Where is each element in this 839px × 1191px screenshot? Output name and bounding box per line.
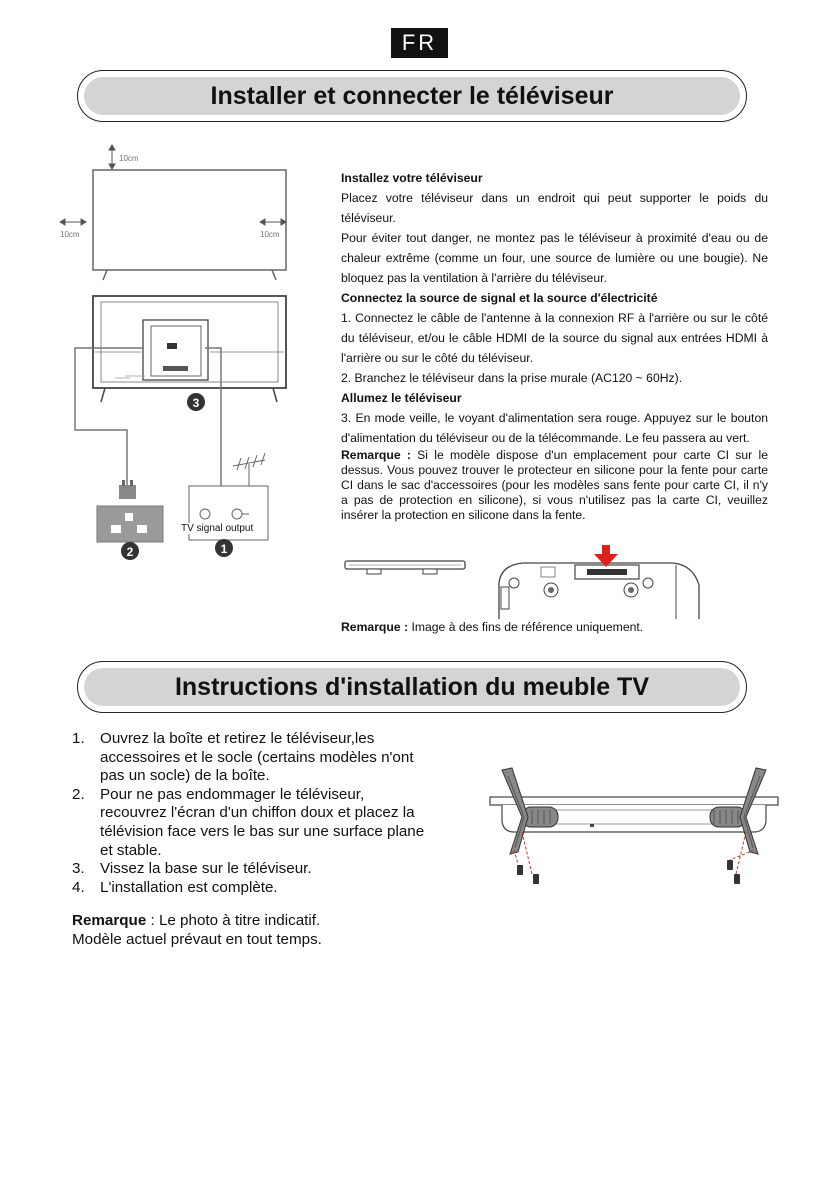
remark-text: Si le modèle dispose d'un emplacement pour carte CI sur le dessus. Vous pouvez trouver le protecteur en silicone pour la fente pour carte CI dans le sac d'accessoires (pour les modèles sans fente pour carte CI, il n'y a pas de protection en silicone), si vous n'utilisez pas la carte CI, veuillez insérer la protection en silicone dans la fente. [341,448,768,522]
antenna-icon [233,453,265,490]
section-title-install: Installer et connecter le téléviseur [84,77,740,115]
tv-connection-diagram [55,140,305,570]
step-text: L'installation est complète. [100,878,278,896]
install-instructions [341,168,768,523]
power-heading: Allumez le téléviseur [341,391,462,405]
step-number: 4. [72,878,85,896]
silicone-protector-drawing [345,561,465,574]
stand-note-text: : Le photo à titre indicatif. [146,912,321,929]
tv-signal-output-label: TV signal output [181,523,254,534]
stand-steps-list [72,730,432,897]
connect-paragraph-2: 2. Branchez le téléviseur dans la prise murale (AC120 ~ 60Hz). [341,371,683,385]
stand-installation-diagram [484,762,784,897]
stand-note-label: Remarque [72,912,147,929]
connect-heading: Connectez la source de signal et la source d'électricité [341,291,658,305]
step-item [72,786,432,860]
ci-slot-diagram [341,545,701,620]
step-text: Ouvrez la boîte et retirez le téléviseur,les accessoires et le socle (certains modèles n'ont pas un socle) de la boîte. [100,730,414,785]
stand-note [72,911,322,949]
step-item [72,879,432,898]
power-paragraph: 3. En mode veille, le voyant d'alimentation sera rouge. Appuyez sur le bouton d'alimentation du téléviseur ou de la télécommande. Le feu passera au vert. [341,411,768,445]
step-item [72,860,432,879]
screw-icons [517,860,740,884]
wall-socket-icon [97,506,163,542]
clearance-top-arrow [109,145,115,169]
language-badge: FR [391,28,448,58]
step-number: 1. [72,730,85,747]
install-paragraph-1: Placez votre téléviseur dans un endroit qui peut supporter le poids du téléviseur. [341,191,768,225]
section-title-stand: Instructions d'installation du meuble TV [84,668,740,706]
marker-2-label: 2 [126,545,134,559]
step-text: Vissez la base sur le téléviseur. [100,860,312,878]
image-remark-text: Image à des fins de référence uniquement. [408,620,644,634]
stand-note-line-2: Modèle actuel prévaut en tout temps. [72,931,322,948]
screw-guide-lines [514,832,754,874]
install-paragraph-2: Pour éviter tout danger, ne montez pas le téléviseur à proximité d'eau ou de chaleur extrême (comme un four, une source de lumière ou une bougie). Ne bloquez pas la ventilation à l'arrière du téléviseur. [341,231,768,285]
clearance-top-label: 10cm [119,154,139,163]
connect-paragraph-1: 1. Connectez le câble de l'antenne à la connexion RF à l'arrière ou sur le côté du téléviseur, et/ou le câble HDMI de la source du signal aux entrées HDMI à l'arrière ou sur le côté du téléviseur. [341,311,768,365]
step-item [72,730,432,786]
image-reference-remark [341,620,643,634]
install-heading: Installez votre téléviseur [341,171,483,185]
step-number: 2. [72,785,85,803]
clearance-right-label: 10cm [260,230,280,239]
clearance-left-label: 10cm [60,230,80,239]
tv-face-down-drawing [490,797,778,832]
section-header-install [77,70,747,122]
tv-back [93,296,286,402]
remark-paragraph [341,448,768,523]
step-number: 3. [72,860,85,878]
marker-1-label: 1 [220,542,228,556]
clearance-left-arrow [60,219,86,225]
stand-note-line-1 [72,911,322,930]
remark-label: Remarque : [341,448,411,462]
tv-front-foot-left [103,270,107,280]
marker-3-label: 3 [192,396,200,410]
image-remark-label: Remarque : [341,620,409,634]
section-header-stand [77,661,747,713]
step-text: Pour ne pas endommager le téléviseur, recouvrez l'écran d'un chiffon doux et placez la télévision face vers le bas sur une surface plane et stable. [100,785,425,859]
tv-front [93,170,286,270]
tv-front-foot-right [272,270,276,280]
tv-ci-slot-drawing [499,563,699,619]
